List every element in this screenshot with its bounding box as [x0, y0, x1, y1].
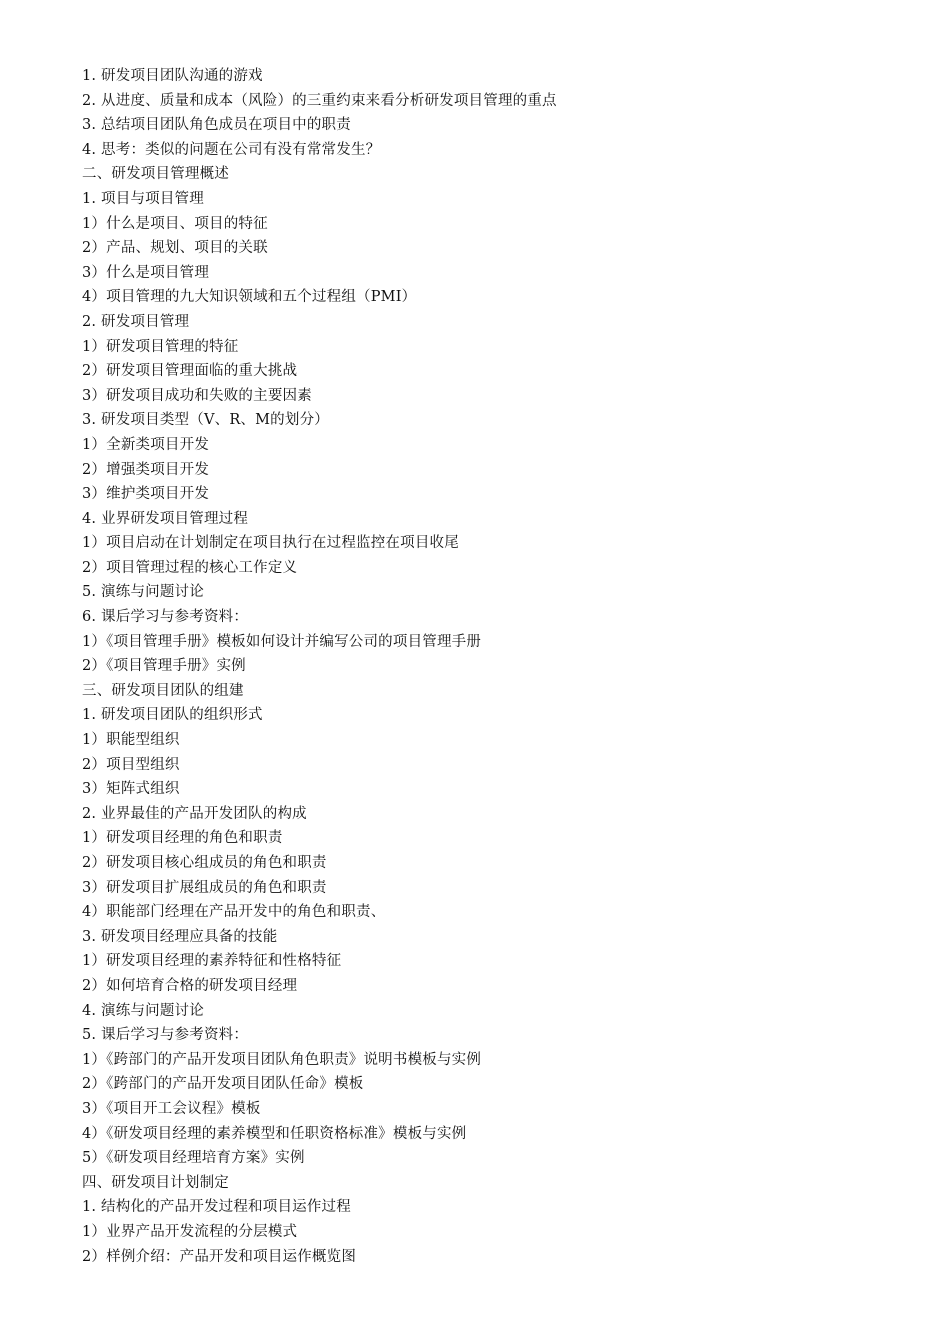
document-line: 5. 课后学习与参考资料： [82, 1027, 249, 1044]
document-line: 2）《项目管理手册》实例 [82, 658, 246, 675]
document-line: 4）项目管理的九大知识领域和五个过程组（PMI） [82, 289, 417, 306]
document-line: 2）项目管理过程的核心工作定义 [82, 559, 298, 576]
document-line: 2）项目型组织 [82, 756, 180, 773]
document-line: 3）《项目开工会议程》模板 [82, 1100, 261, 1117]
document-line: 5）《研发项目经理培育方案》实例 [82, 1150, 305, 1167]
document-line: 2）研发项目管理面临的重大挑战 [82, 363, 298, 380]
document-page [82, 64, 922, 1269]
document-line: 2）产品、规划、项目的关联 [82, 240, 268, 257]
document-line: 2）样例介绍：产品开发和项目运作概览图 [82, 1248, 357, 1265]
document-line: 5. 演练与问题讨论 [82, 584, 204, 601]
document-line: 2. 业界最佳的产品开发团队的构成 [82, 805, 307, 822]
document-line: 3. 总结项目团队角色成员在项目中的职责 [82, 117, 351, 134]
document-line: 1）全新类项目开发 [82, 436, 210, 453]
document-line: 1）《项目管理手册》模板如何设计并编写公司的项目管理手册 [82, 633, 482, 650]
document-line: 2）研发项目核心组成员的角色和职责 [82, 855, 327, 871]
document-line: 四、研发项目计划制定 [82, 1174, 229, 1191]
document-line: 6. 课后学习与参考资料： [82, 609, 249, 626]
document-line: 3. 研发项目类型（V、R、M的划分） [82, 412, 329, 429]
document-line: 4. 演练与问题讨论 [82, 1002, 204, 1019]
document-line: 1）研发项目经理的角色和职责 [82, 830, 283, 847]
document-line: 2）增强类项目开发 [82, 461, 210, 478]
document-line: 3）研发项目成功和失败的主要因素 [82, 387, 312, 404]
document-line: 1）项目启动在计划制定在项目执行在过程监控在项目收尾 [82, 535, 459, 552]
document-line: 2. 从进度、质量和成本（风险）的三重约束来看分析研发项目管理的重点 [82, 92, 557, 109]
document-line: 3）什么是项目管理 [82, 264, 210, 281]
document-line: 2）《跨部门的产品开发项目团队任命》模板 [82, 1076, 364, 1093]
document-line: 2）如何培育合格的研发项目经理 [82, 977, 298, 994]
document-line: 1）研发项目经理的素养特征和性格特征 [82, 953, 342, 970]
document-line: 4. 业界研发项目管理过程 [82, 510, 249, 527]
document-line: 1. 项目与项目管理 [82, 190, 204, 207]
document-line: 4）《研发项目经理的素养模型和任职资格标准》模板与实例 [82, 1125, 467, 1142]
document-line: 1. 结构化的产品开发过程和项目运作过程 [82, 1199, 351, 1216]
document-line: 4）职能部门经理在产品开发中的角色和职责、 [82, 904, 386, 921]
document-line: 1）什么是项目、项目的特征 [82, 215, 268, 232]
document-line: 1. 研发项目团队沟通的游戏 [82, 68, 263, 84]
document-line: 1）《跨部门的产品开发项目团队角色职责》说明书模板与实例 [82, 1051, 482, 1068]
document-line: 2. 研发项目管理 [82, 313, 190, 330]
document-line: 3）维护类项目开发 [82, 486, 210, 503]
document-line: 3）矩阵式组织 [82, 781, 180, 798]
document-line: 1）业界产品开发流程的分层模式 [82, 1223, 298, 1240]
document-line: 3）研发项目扩展组成员的角色和职责 [82, 879, 327, 896]
document-line: 3. 研发项目经理应具备的技能 [82, 928, 278, 945]
document-line: 三、研发项目团队的组建 [82, 682, 244, 699]
document-line: 1. 研发项目团队的组织形式 [82, 707, 263, 724]
document-line: 1）研发项目管理的特征 [82, 338, 239, 355]
document-line: 1）职能型组织 [82, 732, 180, 749]
document-line: 二、研发项目管理概述 [82, 166, 229, 183]
document-line: 4. 思考：类似的问题在公司有没有常常发生？ [82, 141, 381, 158]
